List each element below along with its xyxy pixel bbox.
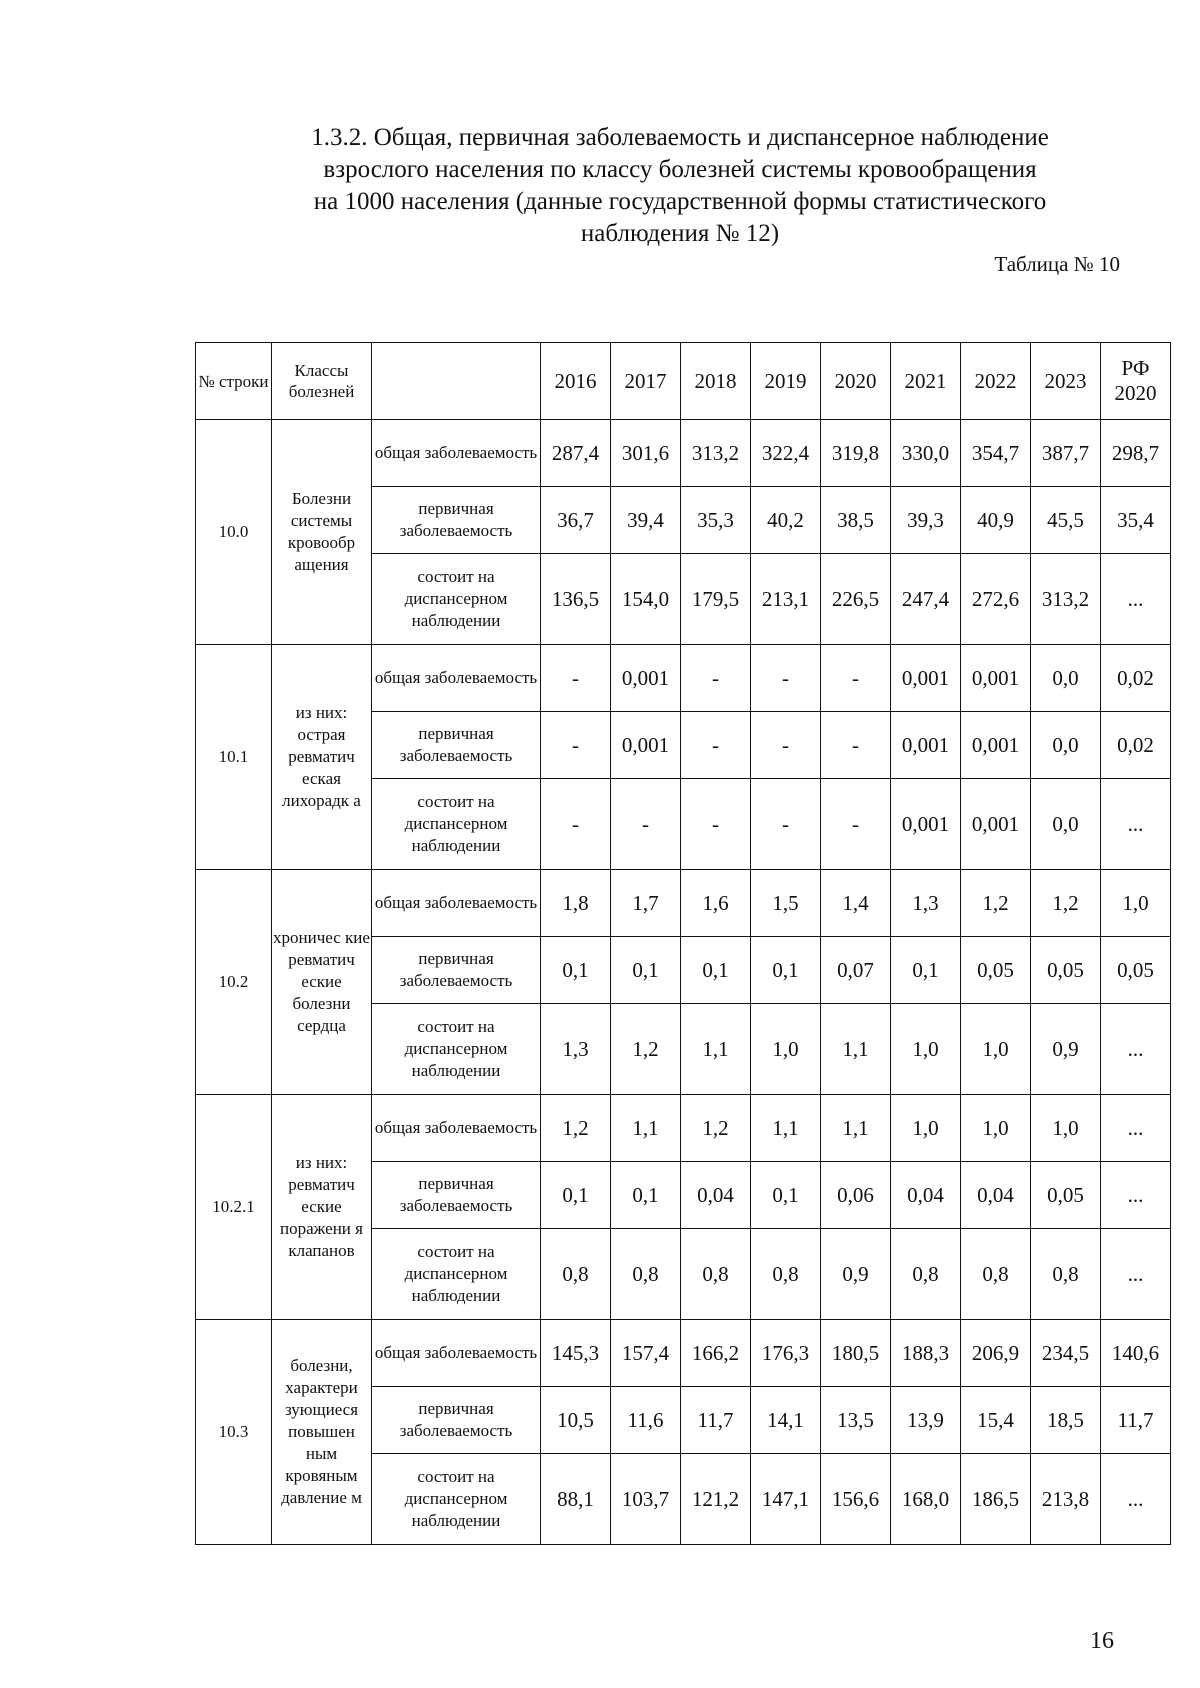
header-year: 2017	[611, 343, 681, 420]
morbidity-table	[195, 342, 1171, 1545]
indicator-cell: общая заболеваемость	[372, 645, 541, 712]
header-year: 2020	[821, 343, 891, 420]
value-cell: 0,9	[1031, 1004, 1101, 1095]
row-number-cell: 10.1	[196, 645, 272, 870]
value-cell: -	[541, 712, 611, 779]
value-cell: 0,8	[961, 1229, 1031, 1320]
value-cell: -	[751, 645, 821, 712]
value-cell: 0,001	[961, 645, 1031, 712]
value-cell: -	[821, 779, 891, 870]
value-cell: 1,0	[961, 1095, 1031, 1162]
table-row	[196, 420, 1171, 487]
value-cell: -	[681, 712, 751, 779]
value-cell: 188,3	[891, 1320, 961, 1387]
value-cell: -	[821, 645, 891, 712]
disease-class-cell: из них: острая ревматич еская лихорадк а	[272, 645, 372, 870]
row-number-cell: 10.2.1	[196, 1095, 272, 1320]
table-body	[196, 420, 1171, 1545]
rf-value-cell: ...	[1101, 1095, 1171, 1162]
value-cell: 0,8	[611, 1229, 681, 1320]
value-cell: 354,7	[961, 420, 1031, 487]
value-cell: 156,6	[821, 1454, 891, 1545]
value-cell: 88,1	[541, 1454, 611, 1545]
value-cell: 0,05	[1031, 1162, 1101, 1229]
value-cell: 35,3	[681, 487, 751, 554]
disease-class-cell: болезни, характери зующиеся повышен ным кровяным давление м	[272, 1320, 372, 1545]
value-cell: 0,8	[891, 1229, 961, 1320]
value-cell: 272,6	[961, 554, 1031, 645]
indicator-cell: первичная заболеваемость	[372, 1162, 541, 1229]
rf-value-cell: ...	[1101, 554, 1171, 645]
value-cell: 387,7	[1031, 420, 1101, 487]
value-cell: 0,1	[751, 1162, 821, 1229]
value-cell: 103,7	[611, 1454, 681, 1545]
indicator-cell: состоит на диспансерном наблюдении	[372, 1004, 541, 1095]
value-cell: 14,1	[751, 1387, 821, 1454]
value-cell: 0,001	[961, 779, 1031, 870]
value-cell: 0,06	[821, 1162, 891, 1229]
header-year: 2023	[1031, 343, 1101, 420]
value-cell: 147,1	[751, 1454, 821, 1545]
value-cell: 213,8	[1031, 1454, 1101, 1545]
value-cell: 0,04	[891, 1162, 961, 1229]
value-cell: 226,5	[821, 554, 891, 645]
value-cell: 45,5	[1031, 487, 1101, 554]
value-cell: 301,6	[611, 420, 681, 487]
value-cell: 319,8	[821, 420, 891, 487]
rf-value-cell: ...	[1101, 779, 1171, 870]
table-number: Таблица № 10	[994, 252, 1120, 276]
value-cell: 0,0	[1031, 645, 1101, 712]
value-cell: 0,8	[751, 1229, 821, 1320]
header-row-no: № строки	[196, 343, 272, 420]
value-cell: 10,5	[541, 1387, 611, 1454]
value-cell: 0,04	[681, 1162, 751, 1229]
value-cell: 1,2	[961, 870, 1031, 937]
disease-class-cell: Болезни системы кровообр ащения	[272, 420, 372, 645]
value-cell: 1,2	[611, 1004, 681, 1095]
value-cell: 0,8	[681, 1229, 751, 1320]
value-cell: 0,1	[681, 937, 751, 1004]
header-rf: РФ 2020	[1101, 343, 1171, 420]
value-cell: 1,6	[681, 870, 751, 937]
value-cell: 0,0	[1031, 712, 1101, 779]
value-cell: 1,7	[611, 870, 681, 937]
value-cell: 136,5	[541, 554, 611, 645]
value-cell: 157,4	[611, 1320, 681, 1387]
value-cell: 0,1	[611, 937, 681, 1004]
document-title	[240, 122, 1120, 250]
value-cell: -	[681, 645, 751, 712]
indicator-cell: состоит на диспансерном наблюдении	[372, 554, 541, 645]
indicator-cell: первичная заболеваемость	[372, 712, 541, 779]
rf-value-cell: 35,4	[1101, 487, 1171, 554]
indicator-cell: общая заболеваемость	[372, 870, 541, 937]
title-line: наблюдения № 12)	[580, 220, 780, 247]
value-cell: 322,4	[751, 420, 821, 487]
table-row	[196, 645, 1171, 712]
value-cell: 166,2	[681, 1320, 751, 1387]
value-cell: 0,8	[1031, 1229, 1101, 1320]
value-cell: 0,0	[1031, 779, 1101, 870]
value-cell: 0,8	[541, 1229, 611, 1320]
value-cell: -	[681, 779, 751, 870]
table-row	[196, 870, 1171, 937]
title-line: 1.3.2. Общая, первичная заболеваемость и диспансерное наблюдение	[311, 124, 1049, 151]
value-cell: 1,2	[1031, 870, 1101, 937]
value-cell: 1,0	[891, 1095, 961, 1162]
value-cell: 1,1	[751, 1095, 821, 1162]
row-number-cell: 10.3	[196, 1320, 272, 1545]
table-row	[196, 1095, 1171, 1162]
rf-value-cell: 298,7	[1101, 420, 1171, 487]
table-header-row	[196, 343, 1171, 420]
value-cell: 0,1	[541, 937, 611, 1004]
value-cell: 11,7	[681, 1387, 751, 1454]
value-cell: 13,5	[821, 1387, 891, 1454]
value-cell: 0,05	[1031, 937, 1101, 1004]
rf-value-cell: 0,05	[1101, 937, 1171, 1004]
header-year: 2018	[681, 343, 751, 420]
value-cell: 213,1	[751, 554, 821, 645]
indicator-cell: общая заболеваемость	[372, 1095, 541, 1162]
indicator-cell: первичная заболеваемость	[372, 487, 541, 554]
header-year: 2022	[961, 343, 1031, 420]
value-cell: 1,5	[751, 870, 821, 937]
value-cell: 0,04	[961, 1162, 1031, 1229]
value-cell: 1,0	[891, 1004, 961, 1095]
header-indicator	[372, 343, 541, 420]
value-cell: 313,2	[681, 420, 751, 487]
header-year: 2016	[541, 343, 611, 420]
rf-value-cell: ...	[1101, 1229, 1171, 1320]
value-cell: 234,5	[1031, 1320, 1101, 1387]
rf-value-cell: 1,0	[1101, 870, 1171, 937]
value-cell: 1,1	[611, 1095, 681, 1162]
rf-value-cell: ...	[1101, 1004, 1171, 1095]
value-cell: 121,2	[681, 1454, 751, 1545]
value-cell: 1,2	[681, 1095, 751, 1162]
table-row	[196, 1320, 1171, 1387]
value-cell: -	[541, 779, 611, 870]
value-cell: 0,9	[821, 1229, 891, 1320]
value-cell: 18,5	[1031, 1387, 1101, 1454]
value-cell: 38,5	[821, 487, 891, 554]
value-cell: 1,2	[541, 1095, 611, 1162]
row-number-cell: 10.2	[196, 870, 272, 1095]
rf-value-cell: 0,02	[1101, 712, 1171, 779]
value-cell: 1,3	[541, 1004, 611, 1095]
value-cell: 36,7	[541, 487, 611, 554]
value-cell: 0,05	[961, 937, 1031, 1004]
rf-value-cell: 140,6	[1101, 1320, 1171, 1387]
indicator-cell: состоит на диспансерном наблюдении	[372, 1229, 541, 1320]
value-cell: 1,1	[821, 1004, 891, 1095]
page-number: 16	[1090, 1628, 1114, 1654]
indicator-cell: общая заболеваемость	[372, 1320, 541, 1387]
value-cell: 0,001	[891, 779, 961, 870]
value-cell: 180,5	[821, 1320, 891, 1387]
value-cell: 1,4	[821, 870, 891, 937]
value-cell: 0,001	[891, 712, 961, 779]
value-cell: 0,1	[611, 1162, 681, 1229]
value-cell: 206,9	[961, 1320, 1031, 1387]
value-cell: 39,4	[611, 487, 681, 554]
value-cell: 247,4	[891, 554, 961, 645]
rf-value-cell: 11,7	[1101, 1387, 1171, 1454]
value-cell: 40,9	[961, 487, 1031, 554]
value-cell: 39,3	[891, 487, 961, 554]
indicator-cell: состоит на диспансерном наблюдении	[372, 779, 541, 870]
value-cell: 1,0	[1031, 1095, 1101, 1162]
title-line: взрослого населения по классу болезней системы кровообращения	[323, 156, 1037, 183]
value-cell: 0,1	[891, 937, 961, 1004]
value-cell: 330,0	[891, 420, 961, 487]
value-cell: 287,4	[541, 420, 611, 487]
value-cell: 0,1	[541, 1162, 611, 1229]
value-cell: 1,3	[891, 870, 961, 937]
value-cell: 1,0	[961, 1004, 1031, 1095]
value-cell: 11,6	[611, 1387, 681, 1454]
value-cell: -	[611, 779, 681, 870]
value-cell: 0,001	[611, 712, 681, 779]
disease-class-cell: хроничес кие ревматич еские болезни сердца	[272, 870, 372, 1095]
value-cell: 1,1	[821, 1095, 891, 1162]
value-cell: 0,07	[821, 937, 891, 1004]
value-cell: 1,0	[751, 1004, 821, 1095]
header-year: 2019	[751, 343, 821, 420]
value-cell: 145,3	[541, 1320, 611, 1387]
indicator-cell: первичная заболеваемость	[372, 937, 541, 1004]
value-cell: 186,5	[961, 1454, 1031, 1545]
value-cell: 1,1	[681, 1004, 751, 1095]
value-cell: 1,8	[541, 870, 611, 937]
disease-class-cell: из них: ревматич еские поражени я клапанов	[272, 1095, 372, 1320]
title-line: на 1000 населения (данные государственной формы статистического	[313, 188, 1047, 215]
value-cell: -	[821, 712, 891, 779]
value-cell: -	[751, 712, 821, 779]
value-cell: 154,0	[611, 554, 681, 645]
rf-value-cell: 0,02	[1101, 645, 1171, 712]
rf-value-cell: ...	[1101, 1162, 1171, 1229]
value-cell: 0,001	[961, 712, 1031, 779]
indicator-cell: состоит на диспансерном наблюдении	[372, 1454, 541, 1545]
value-cell: 0,001	[611, 645, 681, 712]
indicator-cell: первичная заболеваемость	[372, 1387, 541, 1454]
value-cell: 40,2	[751, 487, 821, 554]
value-cell: -	[541, 645, 611, 712]
value-cell: -	[751, 779, 821, 870]
rf-value-cell: ...	[1101, 1454, 1171, 1545]
value-cell: 176,3	[751, 1320, 821, 1387]
header-disease-class: Классы болезней	[272, 343, 372, 420]
value-cell: 0,1	[751, 937, 821, 1004]
value-cell: 168,0	[891, 1454, 961, 1545]
indicator-cell: общая заболеваемость	[372, 420, 541, 487]
value-cell: 179,5	[681, 554, 751, 645]
value-cell: 0,001	[891, 645, 961, 712]
value-cell: 313,2	[1031, 554, 1101, 645]
value-cell: 15,4	[961, 1387, 1031, 1454]
row-number-cell: 10.0	[196, 420, 272, 645]
header-year: 2021	[891, 343, 961, 420]
value-cell: 13,9	[891, 1387, 961, 1454]
